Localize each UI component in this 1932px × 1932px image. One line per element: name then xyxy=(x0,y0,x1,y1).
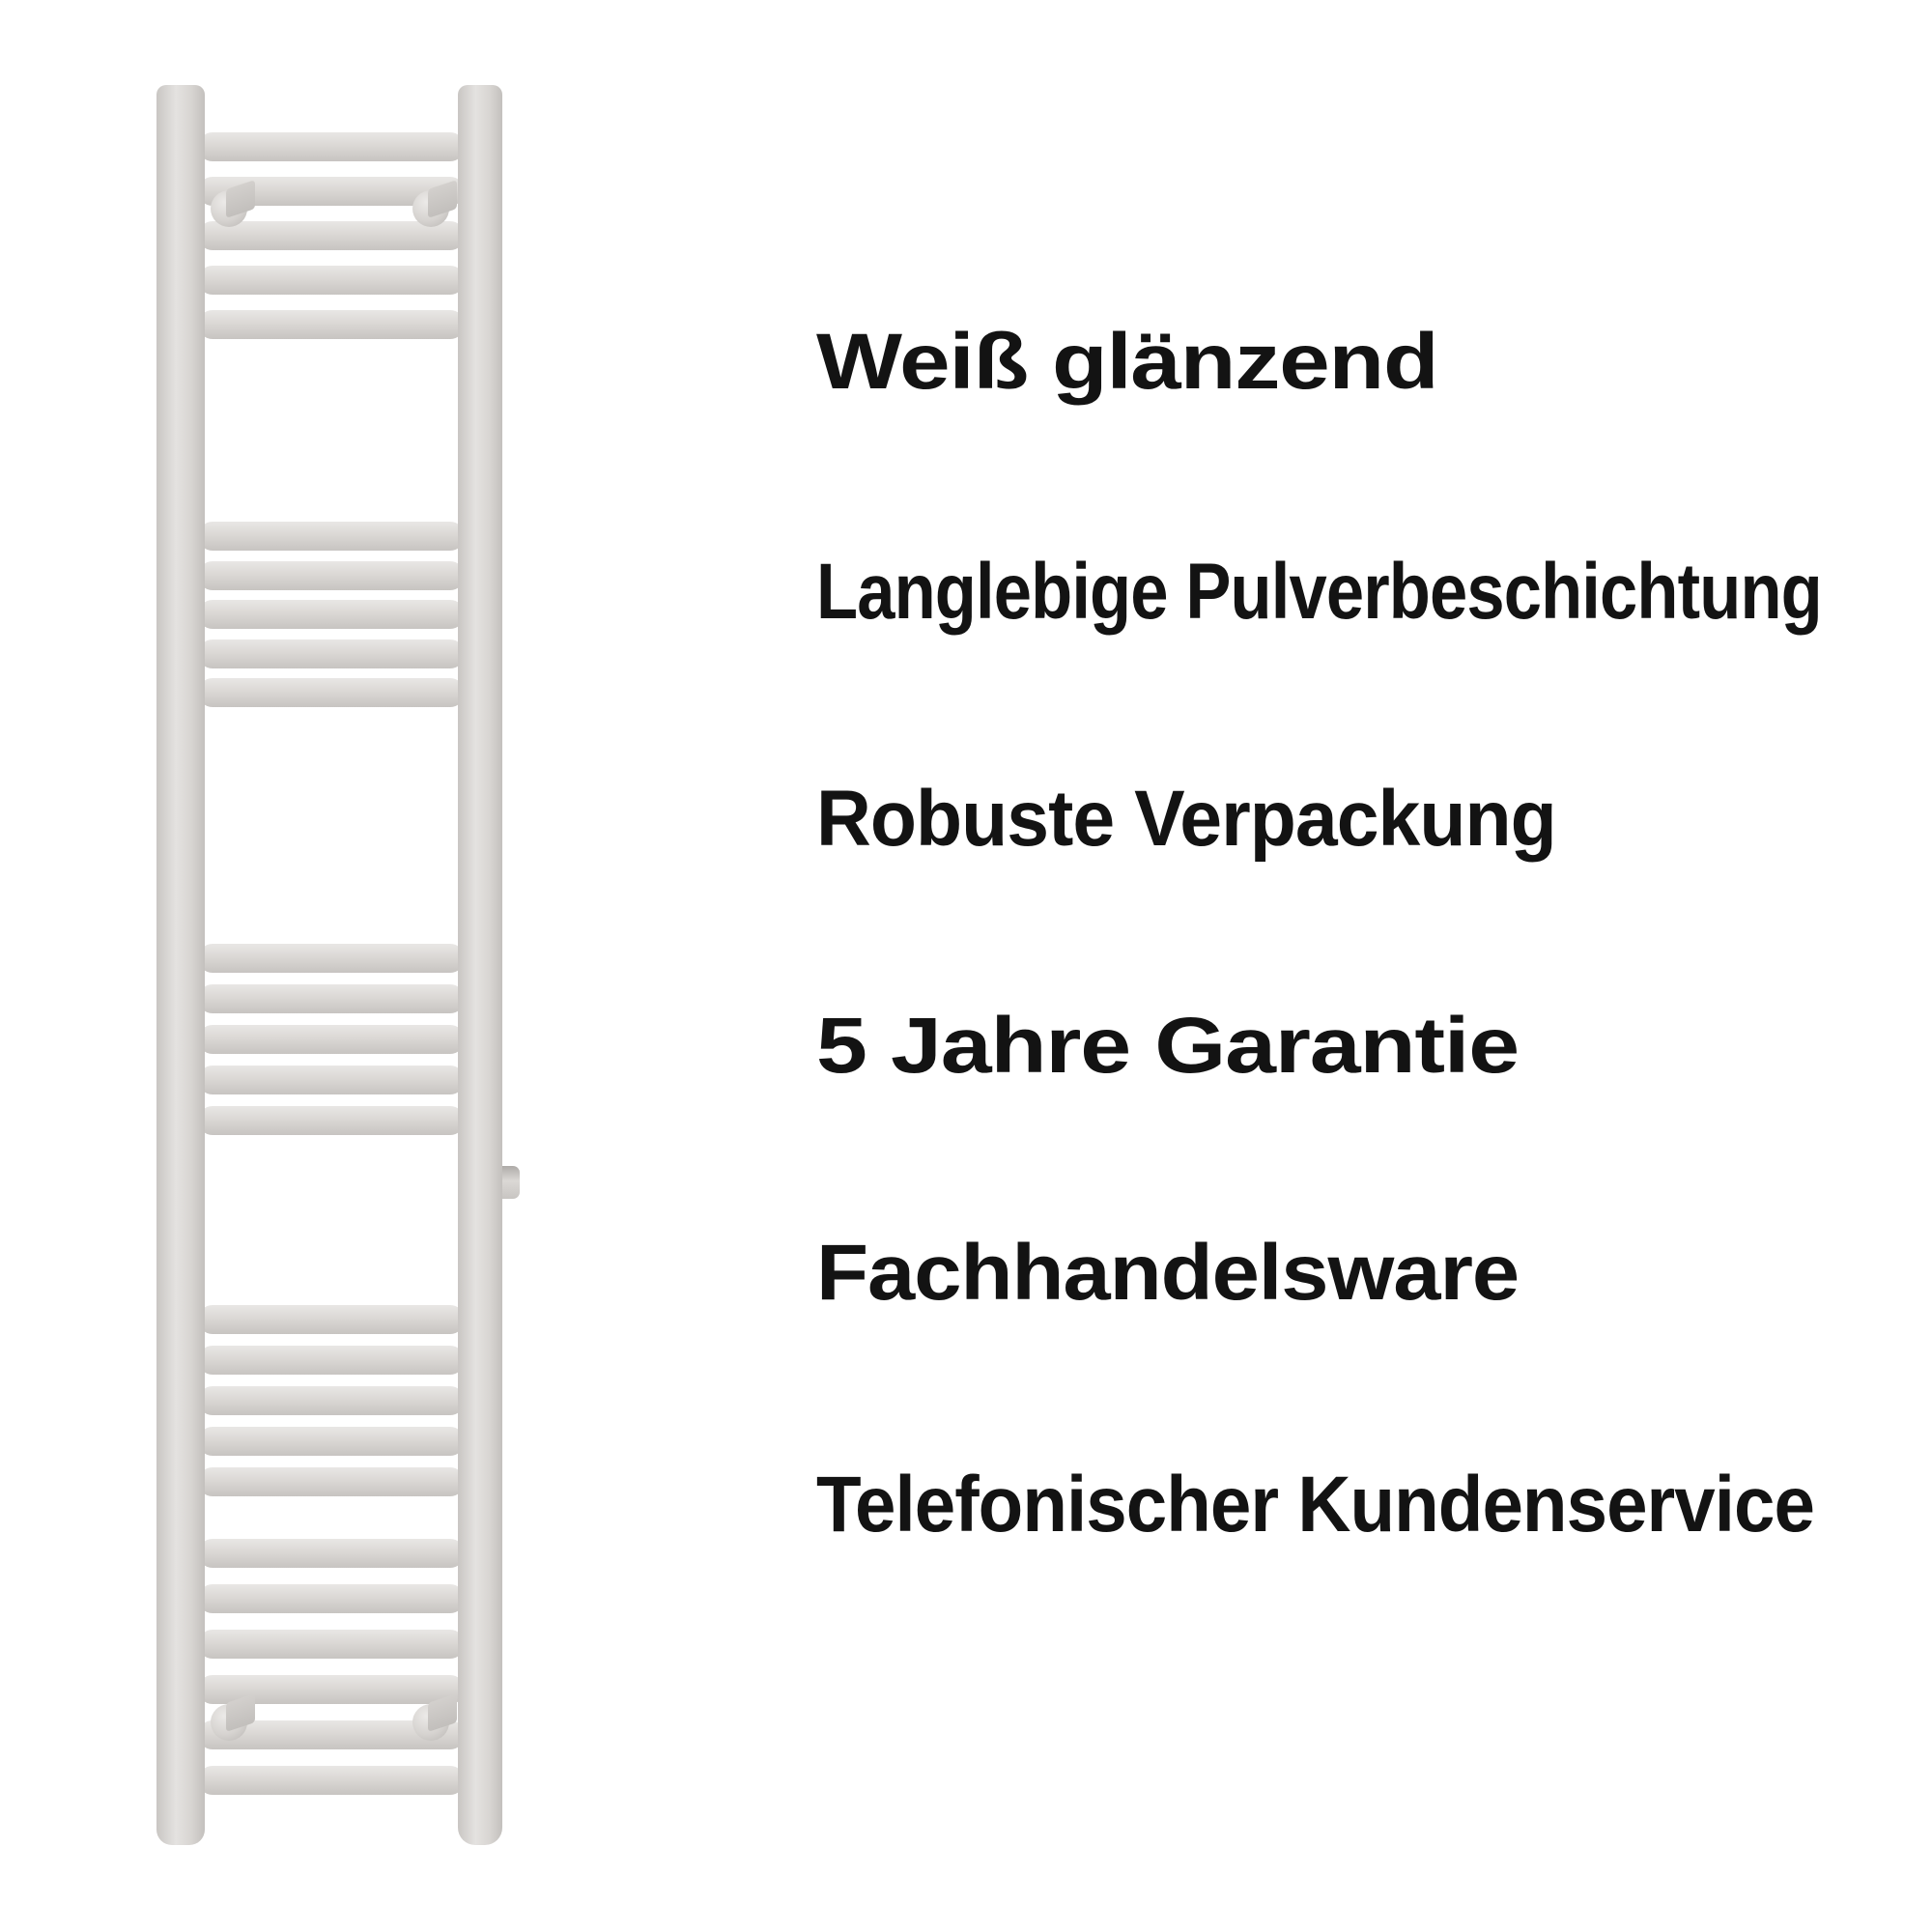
radiator-bar xyxy=(198,561,465,590)
feature-item-color: Weiß glänzend xyxy=(816,318,1438,406)
radiator-bar xyxy=(198,1386,465,1415)
mounting-bracket-icon xyxy=(412,190,449,227)
radiator-bar xyxy=(198,1766,465,1795)
radiator-bar xyxy=(198,1539,465,1568)
radiator-bar xyxy=(198,1346,465,1375)
radiator-bar xyxy=(198,1467,465,1496)
radiator-bar xyxy=(198,984,465,1013)
feature-item-coating: Langlebige Pulverbeschichtung xyxy=(816,548,1822,636)
radiator-left-rail xyxy=(156,85,205,1845)
mounting-bracket-icon xyxy=(211,190,247,227)
radiator-bar xyxy=(198,266,465,295)
radiator-bar xyxy=(198,522,465,551)
feature-item-warranty: 5 Jahre Garantie xyxy=(816,1002,1519,1090)
radiator-bar xyxy=(198,944,465,973)
radiator-bar xyxy=(198,1106,465,1135)
radiator-bar xyxy=(198,678,465,707)
feature-item-packaging: Robuste Verpackung xyxy=(816,775,1556,863)
radiator-bar xyxy=(198,310,465,339)
mounting-bracket-icon xyxy=(412,1704,449,1741)
radiator-bar xyxy=(198,1584,465,1613)
feature-list xyxy=(816,0,1927,1932)
radiator-bar xyxy=(198,600,465,629)
radiator-bar xyxy=(198,132,465,161)
radiator-right-rail xyxy=(458,85,502,1845)
radiator-bar xyxy=(198,1065,465,1094)
radiator-bar xyxy=(198,1305,465,1334)
radiator-bar xyxy=(198,639,465,668)
feature-item-trade: Fachhandelsware xyxy=(816,1229,1520,1317)
towel-radiator-image xyxy=(0,0,580,1932)
feature-item-service: Telefonischer Kundenservice xyxy=(816,1461,1814,1548)
radiator-bar xyxy=(198,1630,465,1659)
radiator-bar xyxy=(198,1427,465,1456)
mounting-bracket-icon xyxy=(211,1704,247,1741)
radiator-bar xyxy=(198,1025,465,1054)
